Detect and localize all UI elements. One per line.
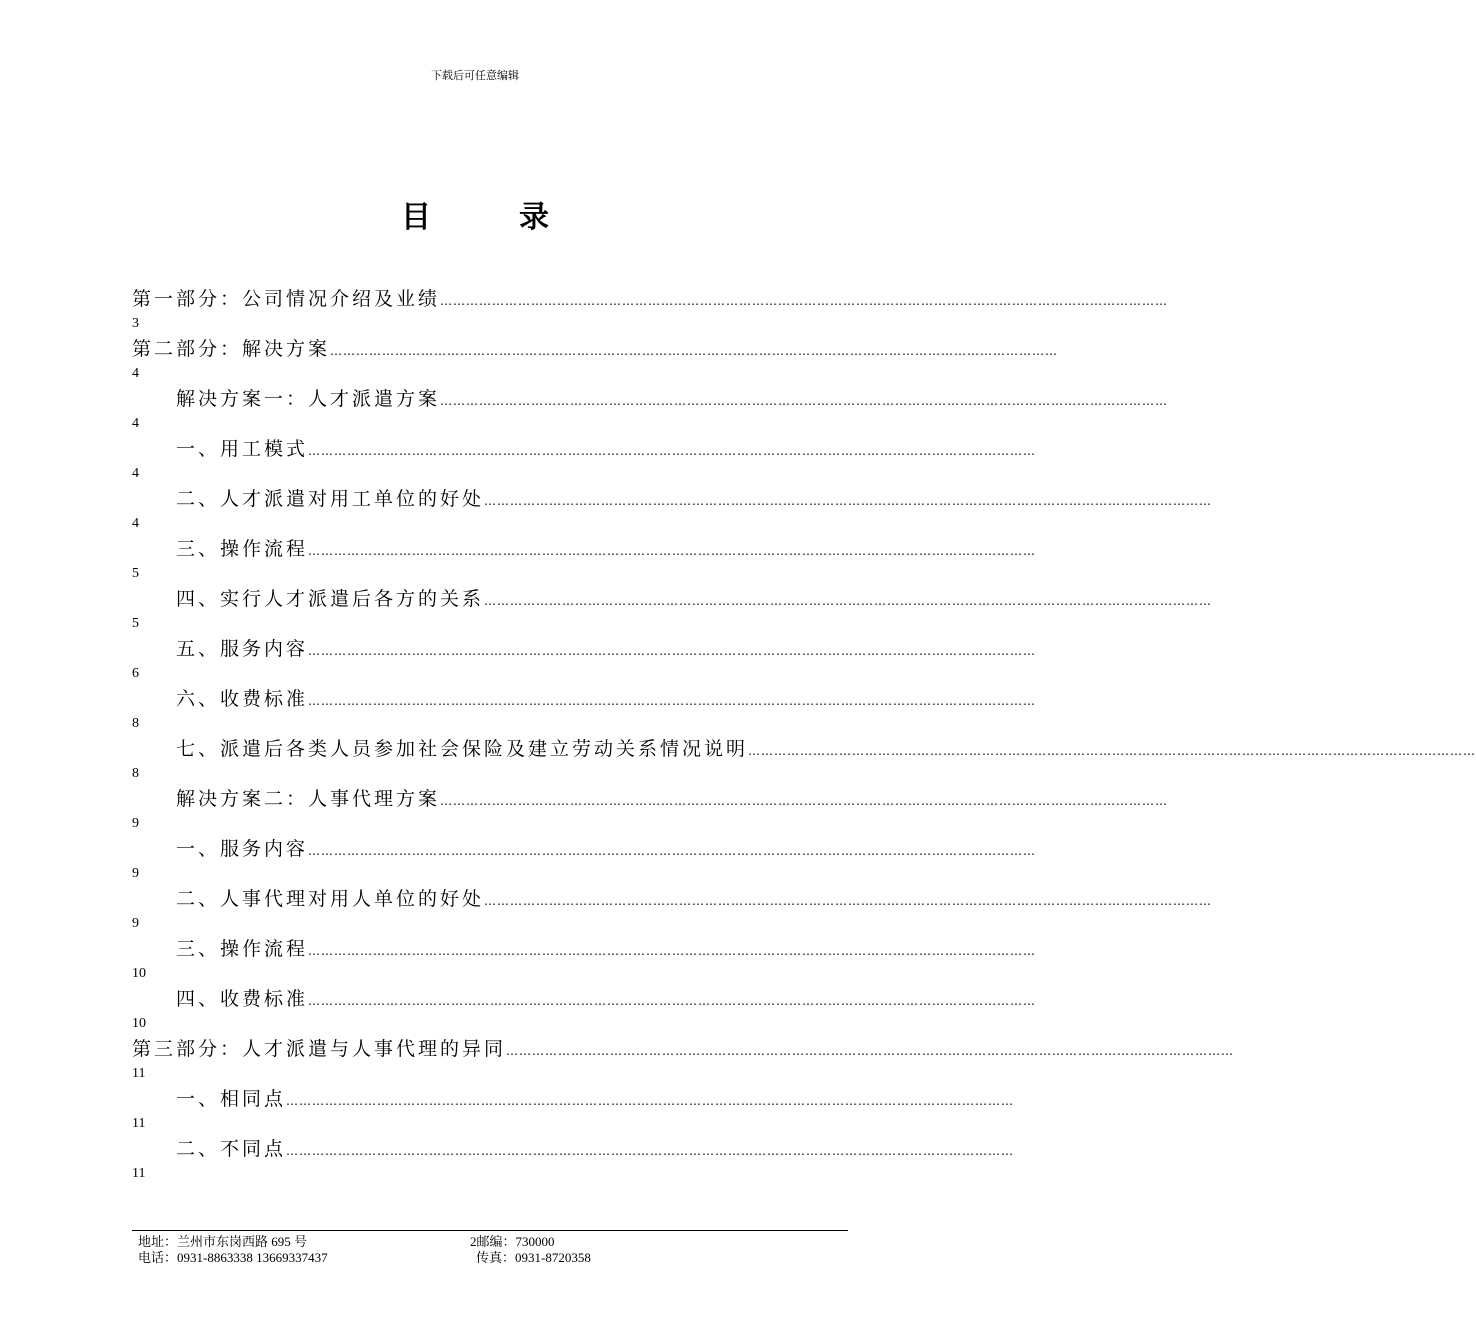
toc-entry[interactable] — [132, 383, 1169, 433]
toc-leader-dots: …………………………………………………………………………………………………………………………………………………… — [308, 944, 1037, 958]
toc-leader-dots: …………………………………………………………………………………………………………………………………………………… — [330, 344, 1059, 358]
toc-entry-line — [132, 1133, 1015, 1165]
title-char-2: 录 — [519, 200, 549, 235]
toc-entry-line — [132, 833, 1037, 865]
toc-entry[interactable] — [132, 683, 1037, 733]
toc-leader-dots: …………………………………………………………………………………………………………………………………………………… — [440, 794, 1169, 808]
toc-entry-line — [132, 583, 1213, 615]
page-title — [0, 192, 950, 236]
toc-leader-dots: …………………………………………………………………………………………………………………………………………………… — [286, 1144, 1015, 1158]
toc-page-number: 9 — [132, 816, 139, 831]
toc-entry-title: 二、人才派遣对用工单位的好处 — [176, 488, 485, 510]
toc-page-number: 5 — [132, 566, 139, 581]
toc-leader-dots: …………………………………………………………………………………………………………………………………………………… — [484, 594, 1213, 608]
footer-address: 地址：兰州市东岗西路 695 号 — [138, 1234, 308, 1249]
toc-entry-title: 二、不同点 — [176, 1138, 287, 1160]
toc-entry-line — [132, 533, 1037, 565]
toc-entry-line — [132, 733, 1476, 765]
toc-entry-title: 解决方案一：人才派遣方案 — [176, 388, 441, 410]
toc-leader-dots: …………………………………………………………………………………………………………………………………………………… — [484, 894, 1213, 908]
toc-entry-line — [132, 483, 1213, 515]
toc-entry-line — [132, 783, 1169, 815]
toc-entry-title: 一、用工模式 — [176, 438, 309, 460]
toc-leader-dots: …………………………………………………………………………………………………………………………………………………… — [308, 444, 1037, 458]
toc-entry[interactable] — [132, 983, 1037, 1033]
toc-leader-dots: …………………………………………………………………………………………………………………………………………………… — [308, 844, 1037, 858]
toc-entry-title: 第二部分：解决方案 — [132, 338, 331, 360]
toc-entry[interactable] — [132, 333, 1059, 383]
toc-entry-title: 第三部分：人才派遣与人事代理的异同 — [132, 1038, 507, 1060]
footer — [138, 1234, 848, 1266]
toc-entry-title: 五、服务内容 — [176, 638, 309, 660]
toc-entry[interactable] — [132, 883, 1213, 933]
toc-page-number: 3 — [132, 316, 139, 331]
toc-leader-dots: …………………………………………………………………………………………………………………………………………………… — [308, 544, 1037, 558]
footer-phone: 电话：0931-8863338 13669337437 — [138, 1250, 328, 1265]
toc-page-number: 5 — [132, 616, 139, 631]
toc-entry-line — [132, 433, 1037, 465]
toc-entry-title: 解决方案二：人事代理方案 — [176, 788, 441, 810]
toc-page-number: 10 — [132, 966, 146, 981]
toc-page-number: 9 — [132, 866, 139, 881]
toc-entry[interactable] — [132, 1033, 1235, 1083]
toc-page-number: 4 — [132, 366, 139, 381]
toc-entry[interactable] — [132, 1083, 1015, 1133]
toc-entry-title: 四、收费标准 — [176, 988, 309, 1010]
toc-entry[interactable] — [132, 1133, 1015, 1183]
toc-entry[interactable] — [132, 283, 1169, 333]
toc-entry-title: 二、人事代理对用人单位的好处 — [176, 888, 485, 910]
toc-entry-line — [132, 683, 1037, 715]
toc-page-number: 8 — [132, 716, 139, 731]
toc-page-number: 11 — [132, 1116, 146, 1131]
toc-entry-line — [132, 983, 1037, 1015]
toc-page-number: 9 — [132, 916, 139, 931]
table-of-contents — [132, 283, 1476, 1183]
toc-entry-title: 第一部分：公司情况介绍及业绩 — [132, 288, 441, 310]
toc-entry-line — [132, 283, 1169, 315]
footer-fax: 传真：0931-8720358 — [476, 1250, 591, 1265]
toc-entry-title: 四、实行人才派遣后各方的关系 — [176, 588, 485, 610]
toc-entry[interactable] — [132, 783, 1169, 833]
toc-leader-dots: …………………………………………………………………………………………………………………………………………………… — [286, 1094, 1015, 1108]
toc-entry-line — [132, 633, 1037, 665]
toc-entry[interactable] — [132, 633, 1037, 683]
toc-leader-dots: …………………………………………………………………………………………………………………………………………………… — [308, 644, 1037, 658]
toc-leader-dots: …………………………………………………………………………………………………………………………………………………… — [440, 394, 1169, 408]
toc-page-number: 8 — [132, 766, 139, 781]
toc-entry[interactable] — [132, 833, 1037, 883]
toc-entry-title: 三、操作流程 — [176, 538, 309, 560]
header-note: 下载后可任意编辑 — [431, 69, 519, 82]
toc-entry-line — [132, 383, 1169, 415]
toc-leader-dots: …………………………………………………………………………………………………………………………………………………… — [308, 694, 1037, 708]
toc-entry-title: 一、服务内容 — [176, 838, 309, 860]
toc-entry[interactable] — [132, 533, 1037, 583]
toc-entry[interactable] — [132, 733, 1476, 783]
toc-leader-dots: …………………………………………………………………………………………………………………………………………………… — [748, 744, 1476, 758]
footer-divider — [132, 1230, 848, 1231]
toc-page-number: 4 — [132, 416, 139, 431]
toc-page-number: 11 — [132, 1066, 146, 1081]
toc-entry-line — [132, 883, 1213, 915]
toc-leader-dots: …………………………………………………………………………………………………………………………………………………… — [440, 294, 1169, 308]
toc-leader-dots: …………………………………………………………………………………………………………………………………………………… — [308, 994, 1037, 1008]
toc-page-number: 10 — [132, 1016, 146, 1031]
toc-entry-title: 一、相同点 — [176, 1088, 287, 1110]
toc-entry-line — [132, 1033, 1235, 1065]
toc-entry-title: 七、派遣后各类人员参加社会保险及建立劳动关系情况说明 — [176, 738, 749, 760]
toc-entry[interactable] — [132, 483, 1213, 533]
toc-page-number: 6 — [132, 666, 139, 681]
toc-leader-dots: …………………………………………………………………………………………………………………………………………………… — [484, 494, 1213, 508]
toc-leader-dots: …………………………………………………………………………………………………………………………………………………… — [506, 1044, 1235, 1058]
toc-entry-title: 六、收费标准 — [176, 688, 309, 710]
toc-entry-title: 三、操作流程 — [176, 938, 309, 960]
title-char-1: 目 — [401, 200, 431, 235]
toc-entry[interactable] — [132, 433, 1037, 483]
toc-page-number: 11 — [132, 1166, 146, 1181]
toc-entry[interactable] — [132, 583, 1213, 633]
toc-entry-line — [132, 1083, 1015, 1115]
toc-page-number: 4 — [132, 516, 139, 531]
toc-entry[interactable] — [132, 933, 1037, 983]
toc-page-number: 4 — [132, 466, 139, 481]
toc-entry-line — [132, 333, 1059, 365]
footer-postcode: 2邮编：730000 — [470, 1234, 555, 1249]
toc-entry-line — [132, 933, 1037, 965]
